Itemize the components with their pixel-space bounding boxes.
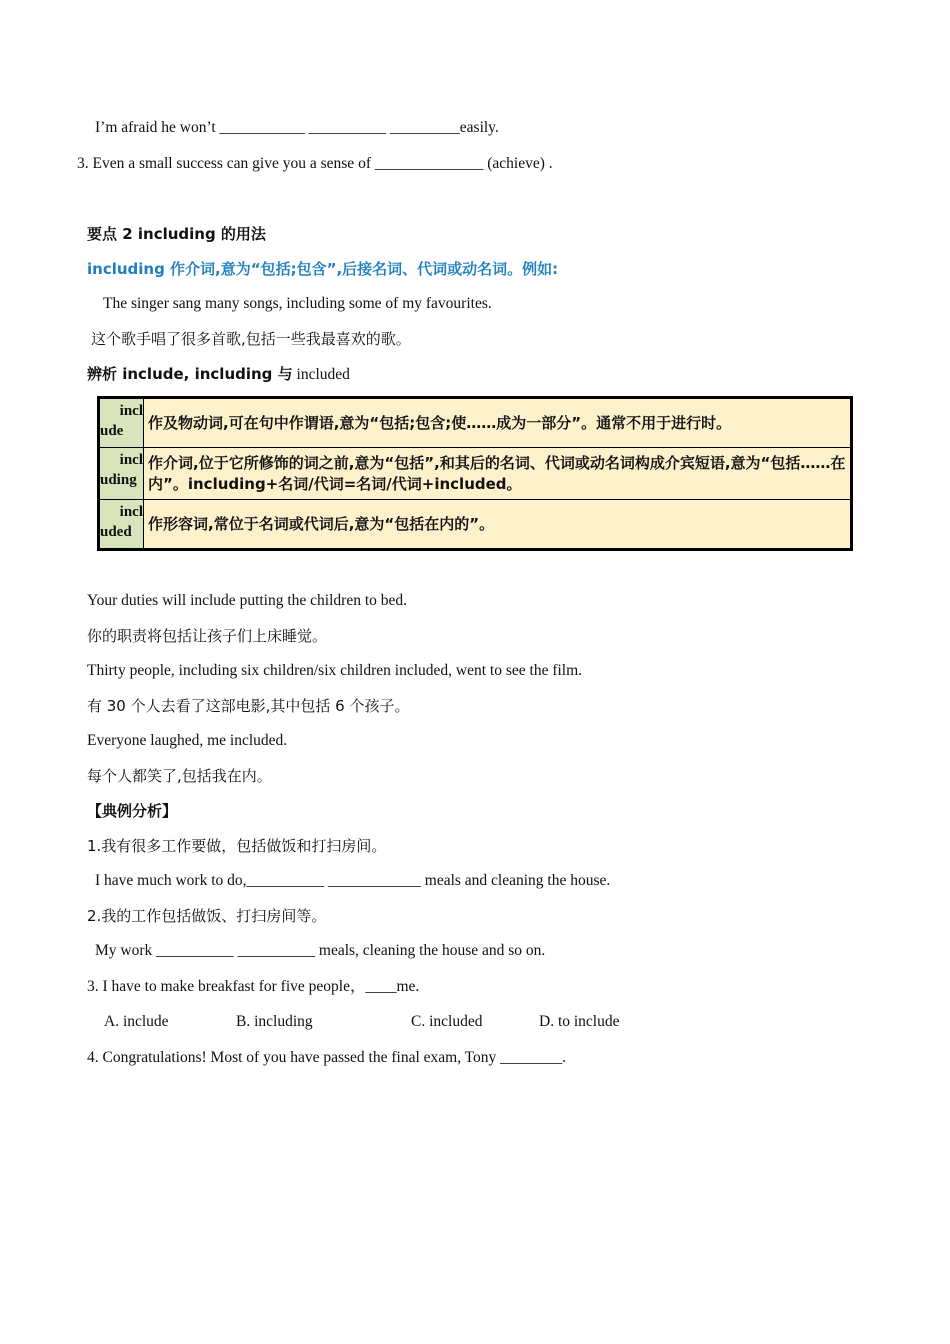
term-text-a: incl bbox=[119, 452, 143, 468]
term-cell bbox=[100, 448, 144, 499]
compare-heading-rest: included bbox=[292, 366, 350, 383]
point-2-description: including 作介词,意为“包括;包含”,后接名词、代词或动名词。例如: bbox=[87, 260, 559, 278]
term-text-b: uded bbox=[100, 524, 132, 540]
example-2-english: Your duties will include putting the children to bed. bbox=[87, 592, 408, 609]
description-cell: 作及物动词,可在句中作谓语,意为“包括;包含;使……成为一部分”。通常不用于进行时。 bbox=[148, 413, 732, 432]
option-c: C. included bbox=[411, 1013, 483, 1030]
exercise-line-continued: I’m afraid he won’t ___________ __________ _________easily. bbox=[95, 119, 499, 136]
term-cell bbox=[100, 399, 144, 447]
point-2-heading: 要点 2 including 的用法 bbox=[87, 225, 266, 243]
description-cell: 作形容词,常位于名词或代词后,意为“包括在内的”。 bbox=[148, 514, 495, 533]
question-1-chinese: 1.我有很多工作要做，包括做饭和打扫房间。 bbox=[87, 837, 387, 855]
exercise-3-line: 3. Even a small success can give you a sense of ______________ (achieve) . bbox=[77, 155, 553, 172]
term-text-a: incl bbox=[119, 504, 143, 520]
table-row-include bbox=[100, 399, 850, 448]
example-3-chinese: 有 30 个人去看了这部电影,其中包括 6 个孩子。 bbox=[87, 697, 410, 715]
analysis-heading: 【典例分析】 bbox=[87, 802, 178, 820]
question-1-english: I have much work to do,__________ ____________ meals and cleaning the house. bbox=[95, 872, 611, 889]
question-4: 4. Congratulations! Most of you have passed the final exam, Tony ________. bbox=[87, 1049, 567, 1066]
compare-heading-bold: 辨析 include, including 与 bbox=[87, 365, 293, 383]
term-text-a: incl bbox=[119, 403, 143, 419]
question-2-chinese: 2.我的工作包括做饭、打扫房间等。 bbox=[87, 907, 327, 925]
example-4-chinese: 每个人都笑了,包括我在内。 bbox=[87, 767, 272, 785]
question-3: 3. I have to make breakfast for five people，____me. bbox=[87, 978, 420, 995]
table-row-including bbox=[100, 448, 850, 500]
option-a: A. include bbox=[104, 1013, 169, 1030]
comparison-table bbox=[97, 396, 853, 551]
term-text-b: ude bbox=[100, 423, 124, 439]
example-2-chinese: 你的职责将包括让孩子们上床睡觉。 bbox=[87, 627, 328, 645]
example-1-english: The singer sang many songs, including some of my favourites. bbox=[103, 295, 492, 312]
term-text-b: uding bbox=[100, 472, 137, 488]
example-1-chinese: 这个歌手唱了很多首歌,包括一些我最喜欢的歌。 bbox=[91, 330, 411, 348]
compare-heading bbox=[87, 364, 350, 385]
example-3-english: Thirty people, including six children/six children included, went to see the film. bbox=[87, 662, 583, 679]
question-2-english: My work __________ __________ meals, cleaning the house and so on. bbox=[95, 942, 546, 959]
example-4-english: Everyone laughed, me included. bbox=[87, 732, 288, 749]
option-d: D. to include bbox=[539, 1013, 620, 1030]
description-cell: 作介词,位于它所修饰的词之前,意为“包括”,和其后的名词、代词或动名词构成介宾短语,意为“包括……在内”。including+名词/代词=名词/代词+included。 bbox=[148, 453, 846, 493]
table-row-included bbox=[100, 500, 850, 548]
option-b: B. including bbox=[236, 1013, 313, 1030]
term-cell bbox=[100, 500, 144, 548]
